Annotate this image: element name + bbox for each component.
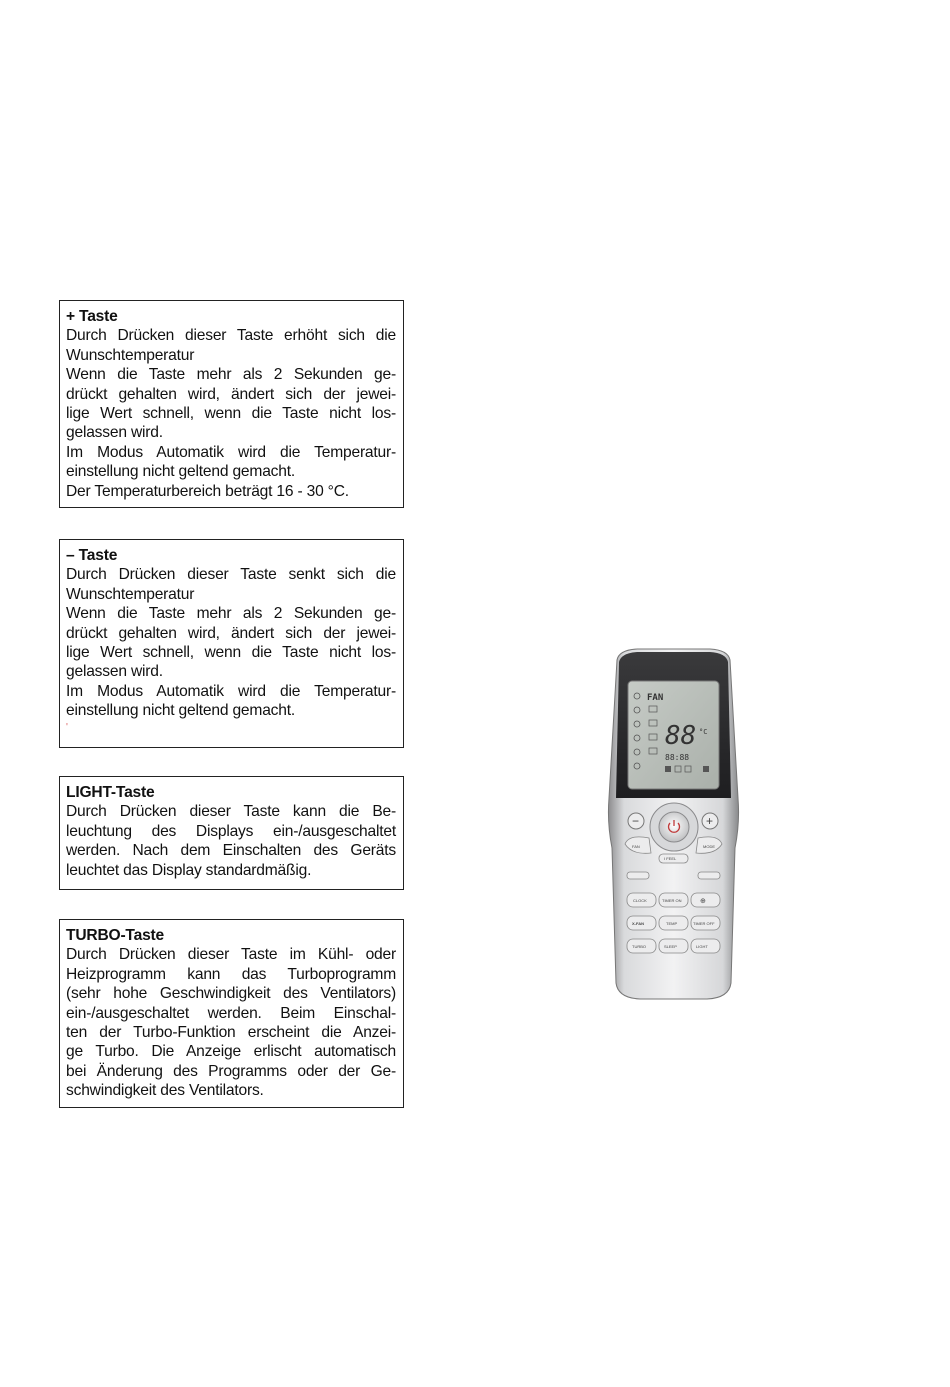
section-line: leuchtet das Display standardmäßig.: [66, 861, 312, 879]
turbo-label: TURBO: [632, 944, 646, 949]
section-line: ein-/ausgeschaltet werden. Beim Einschal-: [66, 1004, 396, 1022]
plus-label: +: [706, 814, 714, 828]
section-title: – Taste: [66, 547, 118, 564]
section-line: ge Turbo. Die Anzeige erlischt automatisch: [66, 1043, 396, 1061]
mode-label: MODE: [703, 844, 715, 849]
section-line: Wunschtemperatur: [66, 346, 195, 364]
xfan-label: X-FAN: [632, 921, 644, 926]
section-line: Durch Drücken dieser Taste kann die Be-: [66, 803, 396, 821]
section-line: drückt gehalten wird, ändert sich der jewei-: [66, 385, 396, 403]
section-line: Durch Drücken dieser Taste erhöht sich die: [66, 327, 396, 345]
section-line: Wenn die Taste mehr als 2 Sekunden ge-: [66, 605, 396, 623]
section-line: einstellung nicht geltend gemacht.: [66, 702, 295, 720]
section-line: Wunschtemperatur: [66, 585, 195, 603]
section-line: lige Wert schnell, wenn die Taste nicht los-: [66, 405, 396, 423]
timer-on-label: TIMER ON: [662, 898, 682, 903]
timer-off-label: TIMER OFF: [693, 921, 715, 926]
light-key-section: [59, 776, 404, 890]
section-line: Der Temperaturbereich beträgt 16 - 30 °C.: [66, 482, 349, 500]
temp-label: TEMP: [666, 921, 678, 926]
minus-label: −: [632, 814, 640, 828]
section-line: drückt gehalten wird, ändert sich der jewei-: [66, 624, 396, 642]
section-line: lige Wert schnell, wenn die Taste nicht los-: [66, 644, 396, 662]
section-line: schwindigkeit des Ventilators.: [66, 1082, 264, 1100]
section-line: Im Modus Automatik wird die Temperatur-: [66, 443, 396, 461]
plus-key-section: [59, 300, 404, 508]
section-line: gelassen wird.: [66, 663, 163, 681]
section-line: Wenn die Taste mehr als 2 Sekunden ge-: [66, 366, 396, 384]
lcd-small-digits: 88:88: [665, 753, 690, 762]
section-line: einstellung nicht geltend gemacht.: [66, 463, 295, 481]
power-button[interactable]: [659, 812, 689, 842]
section-line: leuchtung des Displays ein-/ausgeschaltet: [66, 822, 396, 840]
section-title: LIGHT-Taste: [66, 784, 155, 801]
light-label: LIGHT: [696, 944, 708, 949]
turbo-key-section: [59, 919, 404, 1108]
swing-up-down-button[interactable]: [627, 872, 649, 879]
stray-mark: ': [66, 722, 68, 733]
section-line: gelassen wird.: [66, 424, 163, 442]
section-line: bei Änderung des Programms oder der Ge-: [66, 1062, 396, 1080]
sleep-mode-icon: ⊕: [700, 898, 706, 905]
section-line: (sehr hohe Geschwindigkeit des Ventilators): [66, 985, 396, 1003]
section-line: Durch Drücken dieser Taste senkt sich die: [66, 566, 396, 584]
lcd-unit: °C: [699, 728, 708, 736]
ifeel-label: I FEEL: [664, 856, 677, 861]
fan-label: FAN: [632, 844, 640, 849]
button-grid: [627, 893, 720, 953]
section-title: TURBO-Taste: [66, 927, 165, 944]
lcd-temperature-digits: 88: [665, 721, 697, 751]
minus-key-section: [59, 539, 404, 748]
section-line: werden. Nach dem Einschalten des Geräts: [66, 842, 396, 860]
section-line: Im Modus Automatik wird die Temperatur-: [66, 682, 396, 700]
section-line: Heizprogramm kann das Turboprogramm: [66, 965, 396, 983]
remote-control-image: [607, 648, 740, 1000]
clock-label: CLOCK: [633, 898, 647, 903]
section-line: Durch Drücken dieser Taste im Kühl- oder: [66, 946, 396, 964]
lcd-fan-label: FAN: [647, 693, 664, 703]
swing-left-right-button[interactable]: [698, 872, 720, 879]
section-title: + Taste: [66, 308, 118, 325]
sleep-label: SLEEP: [664, 944, 677, 949]
section-line: ten der Turbo-Funktion erscheint die Anzei-: [66, 1024, 396, 1042]
